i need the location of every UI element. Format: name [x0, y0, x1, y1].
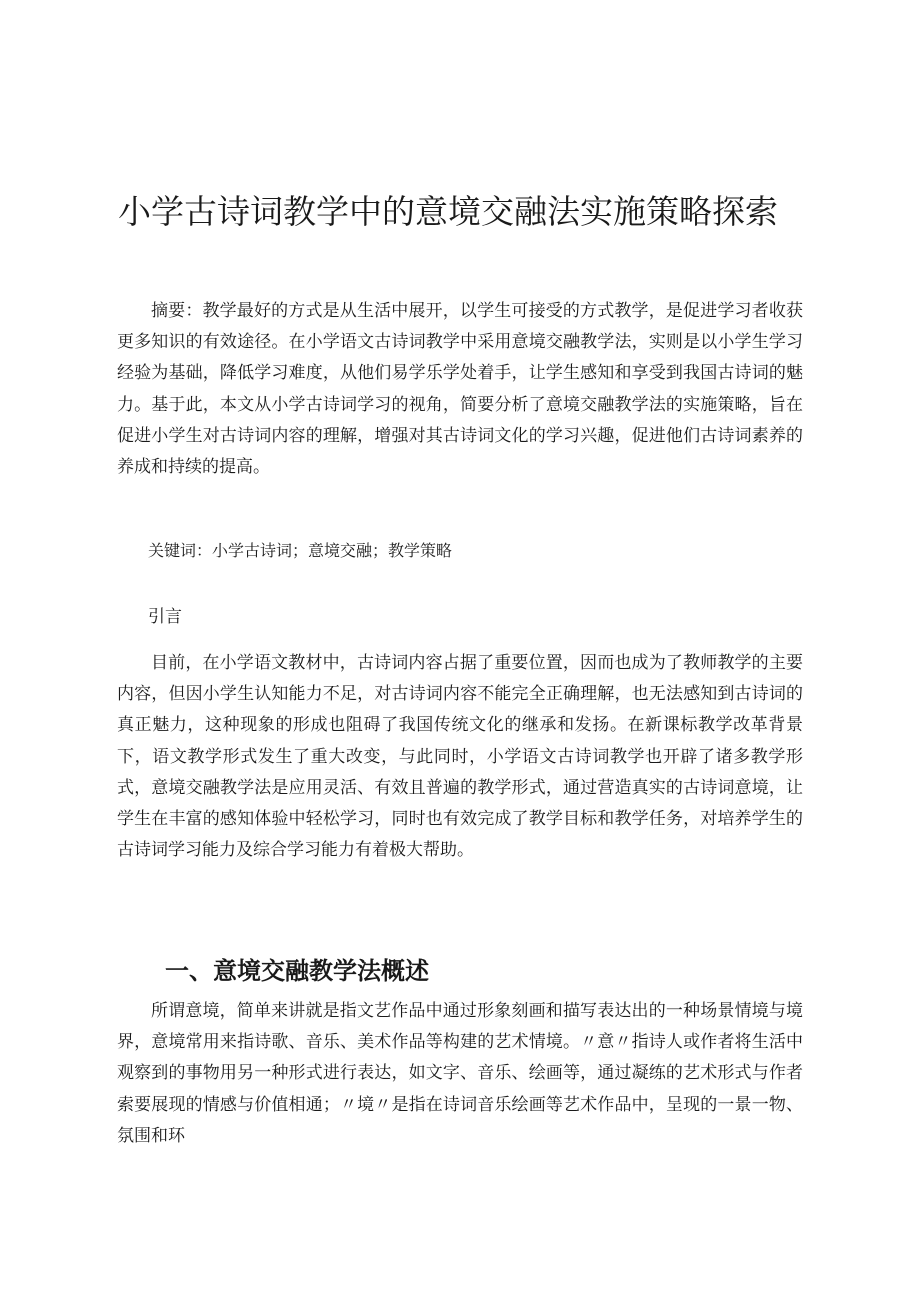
- intro-paragraph: 目前，在小学语文教材中，古诗词内容占据了重要位置，因而也成为了教师教学的主要内容，但因小学生认知能力不足，对古诗词内容不能完全正确理解，也无法感知到古诗词的真正魅力，这种现象的形成也阻碍了我国传统文化的继承和发扬。在新课标教学改革背景下，语文教学形式发生了重大改变，与此同时，小学语文古诗词教学也开辟了诸多教学形式，意境交融教学法是应用灵活、有效且普遍的教学形式，通过营造真实的古诗词意境，让学生在丰富的感知体验中轻松学习，同时也有效完成了教学目标和教学任务，对培养学生的古诗词学习能力及综合学习能力有着极大帮助。: [117, 653, 803, 861]
- abstract-paragraph: 摘要：教学最好的方式是从生活中展开，以学生可接受的方式教学，是促进学习者收获更多知识的有效途径。在小学语文古诗词教学中采用意境交融教学法，实则是以小学生学习经验为基础，降低学习难度，从他们易学乐学处着手，让学生感知和享受到我国古诗词的魅力。基于此，本文从小学古诗词学习的视角，简要分析了意境交融教学法的实施策略，旨在促进小学生对古诗词内容的理解，增强对其古诗词文化的学习兴趣，促进他们古诗词素养的养成和持续的提高。: [117, 301, 803, 478]
- section-heading: 一、意境交融教学法概述: [165, 955, 429, 985]
- keywords-line: 关键词：小学古诗词；意境交融；教学策略: [148, 541, 453, 560]
- intro-heading: 引言: [148, 607, 182, 627]
- section-paragraph: 所谓意境，简单来讲就是指文艺作品中通过形象刻画和描写表达出的一种场景情境与境界，意境常用来指诗歌、音乐、美术作品等构建的艺术情境。〃意〃指诗人或作者将生活中观察到的事物用另一种形式进行表达，如文字、音乐、绘画等，通过凝练的艺术形式与作者索要展现的情感与价值相通；〃境〃是指在诗词音乐绘画等艺术作品中，呈现的一景一物、氛围和环: [117, 1001, 803, 1146]
- document-title: 小学古诗词教学中的意境交融法实施策略探索: [118, 192, 778, 232]
